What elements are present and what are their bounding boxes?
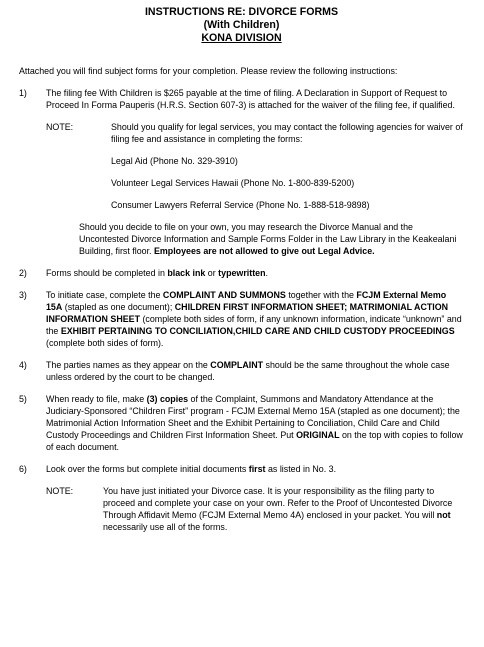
document-title	[19, 6, 464, 45]
bold-run: first	[248, 464, 266, 474]
item-text	[46, 267, 464, 279]
text-run: or	[205, 268, 219, 278]
legal-advice-warning: Employees are not allowed to give out Legal Advice.	[153, 246, 375, 256]
title-line-2: (With Children)	[203, 19, 280, 31]
text-run: together with the	[285, 290, 357, 300]
instruction-item-5	[19, 393, 464, 453]
contact-legal-aid: Legal Aid (Phone No. 329-3910)	[111, 156, 238, 166]
instruction-item-1	[19, 87, 464, 111]
item-number: 5)	[19, 394, 27, 404]
note-block-2	[46, 485, 464, 533]
note-label: NOTE:	[46, 486, 74, 496]
bold-run: CHILDREN FIRST INFORMATION SHEET; MATRIMONIAL ACTION INFORMATION SHEET	[46, 302, 449, 324]
note-label: NOTE:	[46, 122, 74, 132]
instruction-item-3	[19, 289, 464, 349]
text-run: .	[265, 268, 268, 278]
bold-run: black ink	[167, 268, 206, 278]
bold-run: (3) copies	[146, 394, 189, 404]
self-filing-paragraph	[79, 221, 464, 257]
note-text: Should you qualify for legal services, you may contact the following agencies for waiver of filing fee and assistance in completing the forms:	[111, 122, 463, 144]
note-block-1	[46, 121, 464, 145]
item-text	[46, 393, 464, 453]
item-number: 4)	[19, 360, 27, 370]
text-run: necessarily use all of the forms.	[103, 522, 228, 532]
item-number: 3)	[19, 290, 27, 300]
bold-run: typewritten	[218, 268, 266, 278]
text-run: Forms should be completed in	[46, 268, 168, 278]
intro-paragraph: Attached you will find subject forms for your completion. Please review the following instructions:	[19, 66, 398, 76]
instruction-item-4	[19, 359, 464, 383]
item-text	[46, 289, 464, 349]
text-run: of the Complaint, Summons and Mandatory Attendance at the Judiciary-Sponsored “Children First” program - FCJM External Memo 15A (stapled as one document); the Matrimonial Action Information Sheet and the Exhibit Pertaining to Conciliation, Child Care and Child Custody Proceedings and Children First Information Sheet. Put	[46, 394, 460, 440]
item-text	[46, 463, 464, 475]
text-run: To initiate case, complete the	[46, 290, 163, 300]
bold-run: EXHIBIT PERTAINING TO CONCILIATION,CHILD CARE AND CHILD CUSTODY PROCEEDINGS	[60, 326, 455, 336]
text-run: on the top with copies to follow of each document.	[46, 430, 463, 452]
instruction-item-2	[19, 267, 464, 279]
contact-volunteer-legal-services: Volunteer Legal Services Hawaii (Phone No. 1-800-839-5200)	[111, 178, 355, 188]
instruction-item-6	[19, 463, 464, 475]
title-line-1: INSTRUCTIONS RE: DIVORCE FORMS	[144, 6, 339, 18]
bold-run: not	[436, 510, 451, 520]
text-run: as listed in No. 3.	[265, 464, 337, 474]
item-number: 2)	[19, 268, 27, 278]
text-run: You have just initiated your Divorce case. It is your responsibility as the filing party to proceed and complete your case on your own. Refer to the Proof of Uncontested Divorce Through Affidavit Memo (FCJM External Memo 4A) enclosed in your packet. You will	[103, 486, 453, 520]
text-run: Look over the forms but complete initial documents	[46, 464, 249, 474]
text-run: (complete both sides of form, if any unknown information, indicate “unknown” and the	[46, 314, 462, 336]
text-run: When ready to file, make	[46, 394, 147, 404]
item-number: 6)	[19, 464, 27, 474]
item-text	[46, 359, 464, 383]
text-run: (stapled as one document);	[62, 302, 175, 312]
note-text	[103, 485, 464, 533]
bold-run: COMPLAINT AND SUMMONS	[162, 290, 286, 300]
self-filing-text: Should you decide to file on your own, you may research the Divorce Manual and the Uncontested Divorce Information and Sample Forms Folder in the Law Library in the Keakealani Building, first floor.	[79, 222, 457, 256]
bold-run: FCJM External Memo 15A	[46, 290, 447, 312]
title-line-3: KONA DIVISION	[201, 32, 282, 44]
contact-consumer-lawyers: Consumer Lawyers Referral Service (Phone No. 1-888-518-9898)	[111, 200, 370, 210]
bold-run: COMPLAINT	[210, 360, 264, 370]
item-text: The filing fee With Children is $265 payable at the time of filing. A Declaration in Support of Request to Proceed In Forma Pauperis (H.R.S. Section 607-3) is attached for the waiver of the filing fee, if qualified.	[46, 88, 455, 110]
bold-run: ORIGINAL	[296, 430, 340, 440]
text-run: (complete both sides of form).	[46, 338, 164, 348]
text-run: The parties names as they appear on the	[46, 360, 211, 370]
text-run: should be the same throughout the whole case unless ordered by the court to be changed.	[46, 360, 450, 382]
item-number: 1)	[19, 88, 27, 98]
